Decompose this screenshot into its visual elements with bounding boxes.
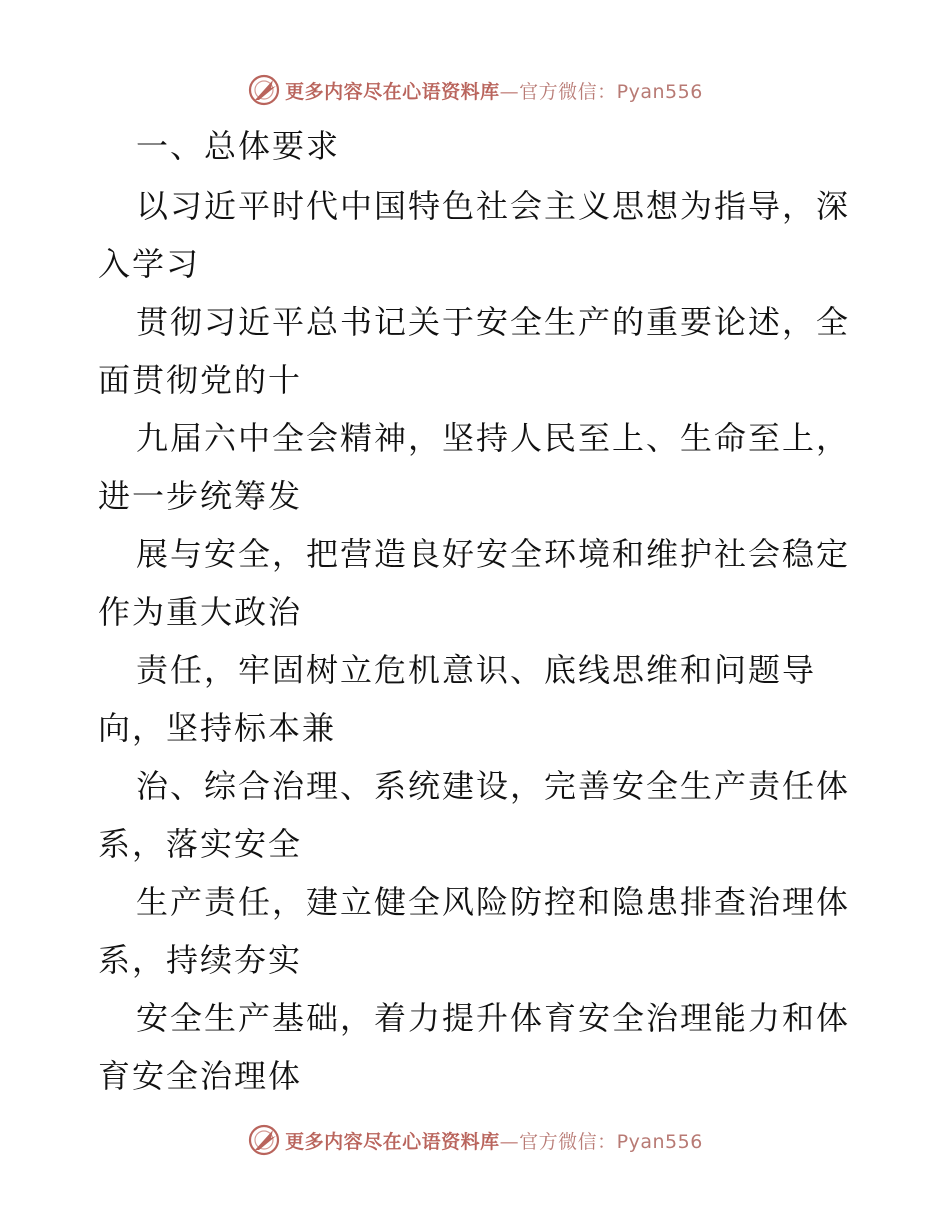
watermark-name: 更多内容尽在心语资料库: [285, 1130, 500, 1153]
header-watermark: [0, 70, 950, 110]
paragraph-line: 作为重大政治: [98, 593, 303, 631]
paragraph-line: 系，落实安全: [98, 825, 303, 863]
watermark-wechat: 官方微信：Pyan556: [519, 1130, 703, 1153]
watermark-name: 更多内容尽在心语资料库: [285, 80, 500, 103]
paragraph-line: 育安全治理体: [98, 1057, 303, 1095]
quill-logo-icon: [247, 1123, 281, 1157]
quill-logo-icon: [247, 73, 281, 107]
paragraph-line: 展与安全，把营造良好安全环境和维护社会稳定: [136, 535, 851, 573]
watermark-text: [285, 1127, 703, 1154]
watermark-separator: —: [499, 1130, 520, 1153]
watermark-wechat: 官方微信：Pyan556: [519, 80, 703, 103]
paragraph-line: 责任，牢固树立危机意识、底线思维和问题导: [136, 651, 817, 689]
paragraph-line: 生产责任，建立健全风险防控和隐患排查治理体: [136, 883, 851, 921]
paragraph-line: 治、综合治理、系统建设，完善安全生产责任体: [136, 767, 851, 805]
watermark-text: [285, 77, 703, 104]
paragraph-line: 面贯彻党的十: [98, 361, 303, 399]
paragraph-line: 以习近平时代中国特色社会主义思想为指导，深: [136, 187, 851, 225]
paragraph-line: 系，持续夯实: [98, 941, 303, 979]
paragraph-line: 进一步统筹发: [98, 477, 303, 515]
paragraph-line: 九届六中全会精神，坚持人民至上、生命至上，: [136, 419, 851, 457]
paragraph-line: 入学习: [98, 245, 201, 283]
section-heading: 一、总体要求: [136, 127, 341, 165]
footer-watermark: [0, 1120, 950, 1160]
watermark-separator: —: [499, 80, 520, 103]
paragraph-line: 向，坚持标本兼: [98, 709, 337, 747]
paragraph-line: 安全生产基础，着力提升体育安全治理能力和体: [136, 999, 851, 1037]
paragraph-line: 贯彻习近平总书记关于安全生产的重要论述，全: [136, 303, 851, 341]
